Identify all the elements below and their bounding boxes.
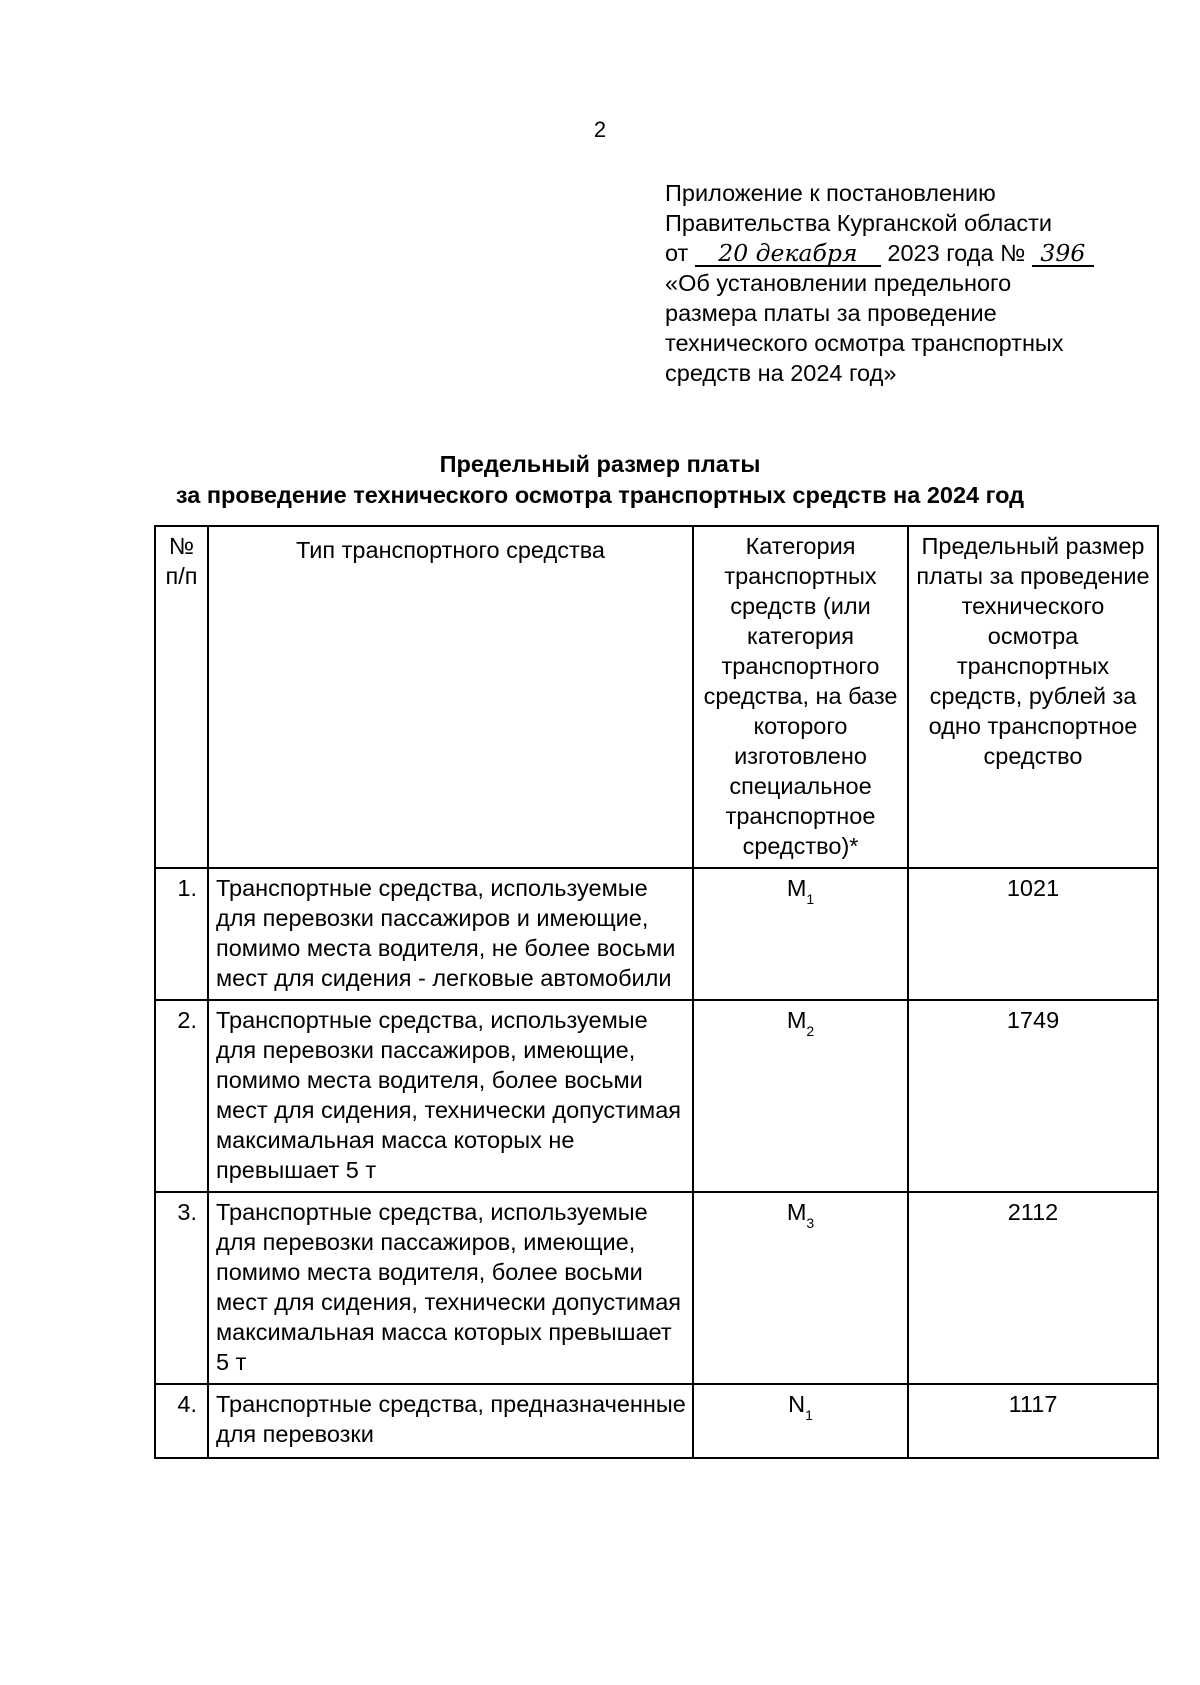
appendix-line-2: Правительства Курганской области — [665, 210, 1052, 236]
category-letter: M — [786, 1199, 807, 1225]
table-row — [155, 868, 1158, 1000]
appendix-line-7: средств на 2024 год» — [665, 360, 897, 386]
header-category: Категория транспортных средств (или категория транспортного средства, на базе которого изготовлено специальное транспортное средство)* — [693, 526, 908, 868]
date-prefix: от — [665, 240, 689, 266]
row-vehicle-type: Транспортные средства, используемые для перевозки пассажиров, имеющие, помимо места водителя, более восьми мест для сидения, технически допустимая максимальная масса которых превышает 5 т — [208, 1192, 693, 1384]
row-vehicle-type: Транспортные средства, используемые для перевозки пассажиров и имеющие, помимо места водителя, не более восьми мест для сидения - легковые автомобили — [208, 868, 693, 1000]
category-letter: M — [786, 1007, 807, 1033]
row-category — [693, 1000, 908, 1192]
appendix-header — [665, 178, 1135, 388]
table-row — [155, 1384, 1158, 1458]
table-row — [155, 1000, 1158, 1192]
title-line-1: Предельный размер платы — [439, 451, 761, 477]
date-year: 2023 года № — [887, 240, 1026, 266]
table-row — [155, 1192, 1158, 1384]
row-vehicle-type: Транспортные средства, предназначенные для перевозки — [208, 1384, 693, 1458]
table-header-row — [155, 526, 1158, 868]
row-number: 2. — [155, 1000, 208, 1192]
document-title — [0, 449, 1200, 511]
appendix-line-6: технического осмотра транспортных — [665, 330, 1064, 356]
row-number: 4. — [155, 1384, 208, 1458]
row-category — [693, 1192, 908, 1384]
appendix-line-1: Приложение к постановлению — [665, 180, 996, 206]
row-fee: 1021 — [908, 868, 1158, 1000]
header-number: № п/п — [155, 526, 208, 868]
category-letter: N — [788, 1391, 806, 1417]
appendix-date-line — [665, 238, 1135, 268]
page-number: 2 — [593, 117, 607, 142]
row-fee: 1749 — [908, 1000, 1158, 1192]
header-fee: Предельный размер платы за проведение технического осмотра транспортных средств, рублей за одно транспортное средство — [908, 526, 1158, 868]
row-fee: 2112 — [908, 1192, 1158, 1384]
row-number: 1. — [155, 868, 208, 1000]
row-category — [693, 868, 908, 1000]
header-vehicle-type: Тип транспортного средства — [208, 526, 693, 868]
handwritten-date: 20 декабря — [695, 241, 881, 267]
title-line-2: за проведение технического осмотра транспортных средств на 2024 год — [175, 482, 1025, 508]
category-letter: M — [786, 875, 807, 901]
row-fee: 1117 — [908, 1384, 1158, 1458]
row-vehicle-type: Транспортные средства, используемые для перевозки пассажиров, имеющие, помимо места водителя, более восьми мест для сидения, технически допустимая максимальная масса которых не превышает 5 т — [208, 1000, 693, 1192]
fee-table — [154, 525, 1159, 1459]
category-subscript: 3 — [806, 1215, 815, 1231]
category-subscript: 1 — [805, 1407, 813, 1423]
category-subscript: 2 — [806, 1023, 815, 1039]
handwritten-number: 396 — [1032, 241, 1094, 267]
category-subscript: 1 — [806, 891, 815, 907]
appendix-line-4: «Об установлении предельного — [665, 270, 1012, 296]
row-category — [693, 1384, 908, 1458]
appendix-line-5: размера платы за проведение — [665, 300, 997, 326]
row-number: 3. — [155, 1192, 208, 1384]
